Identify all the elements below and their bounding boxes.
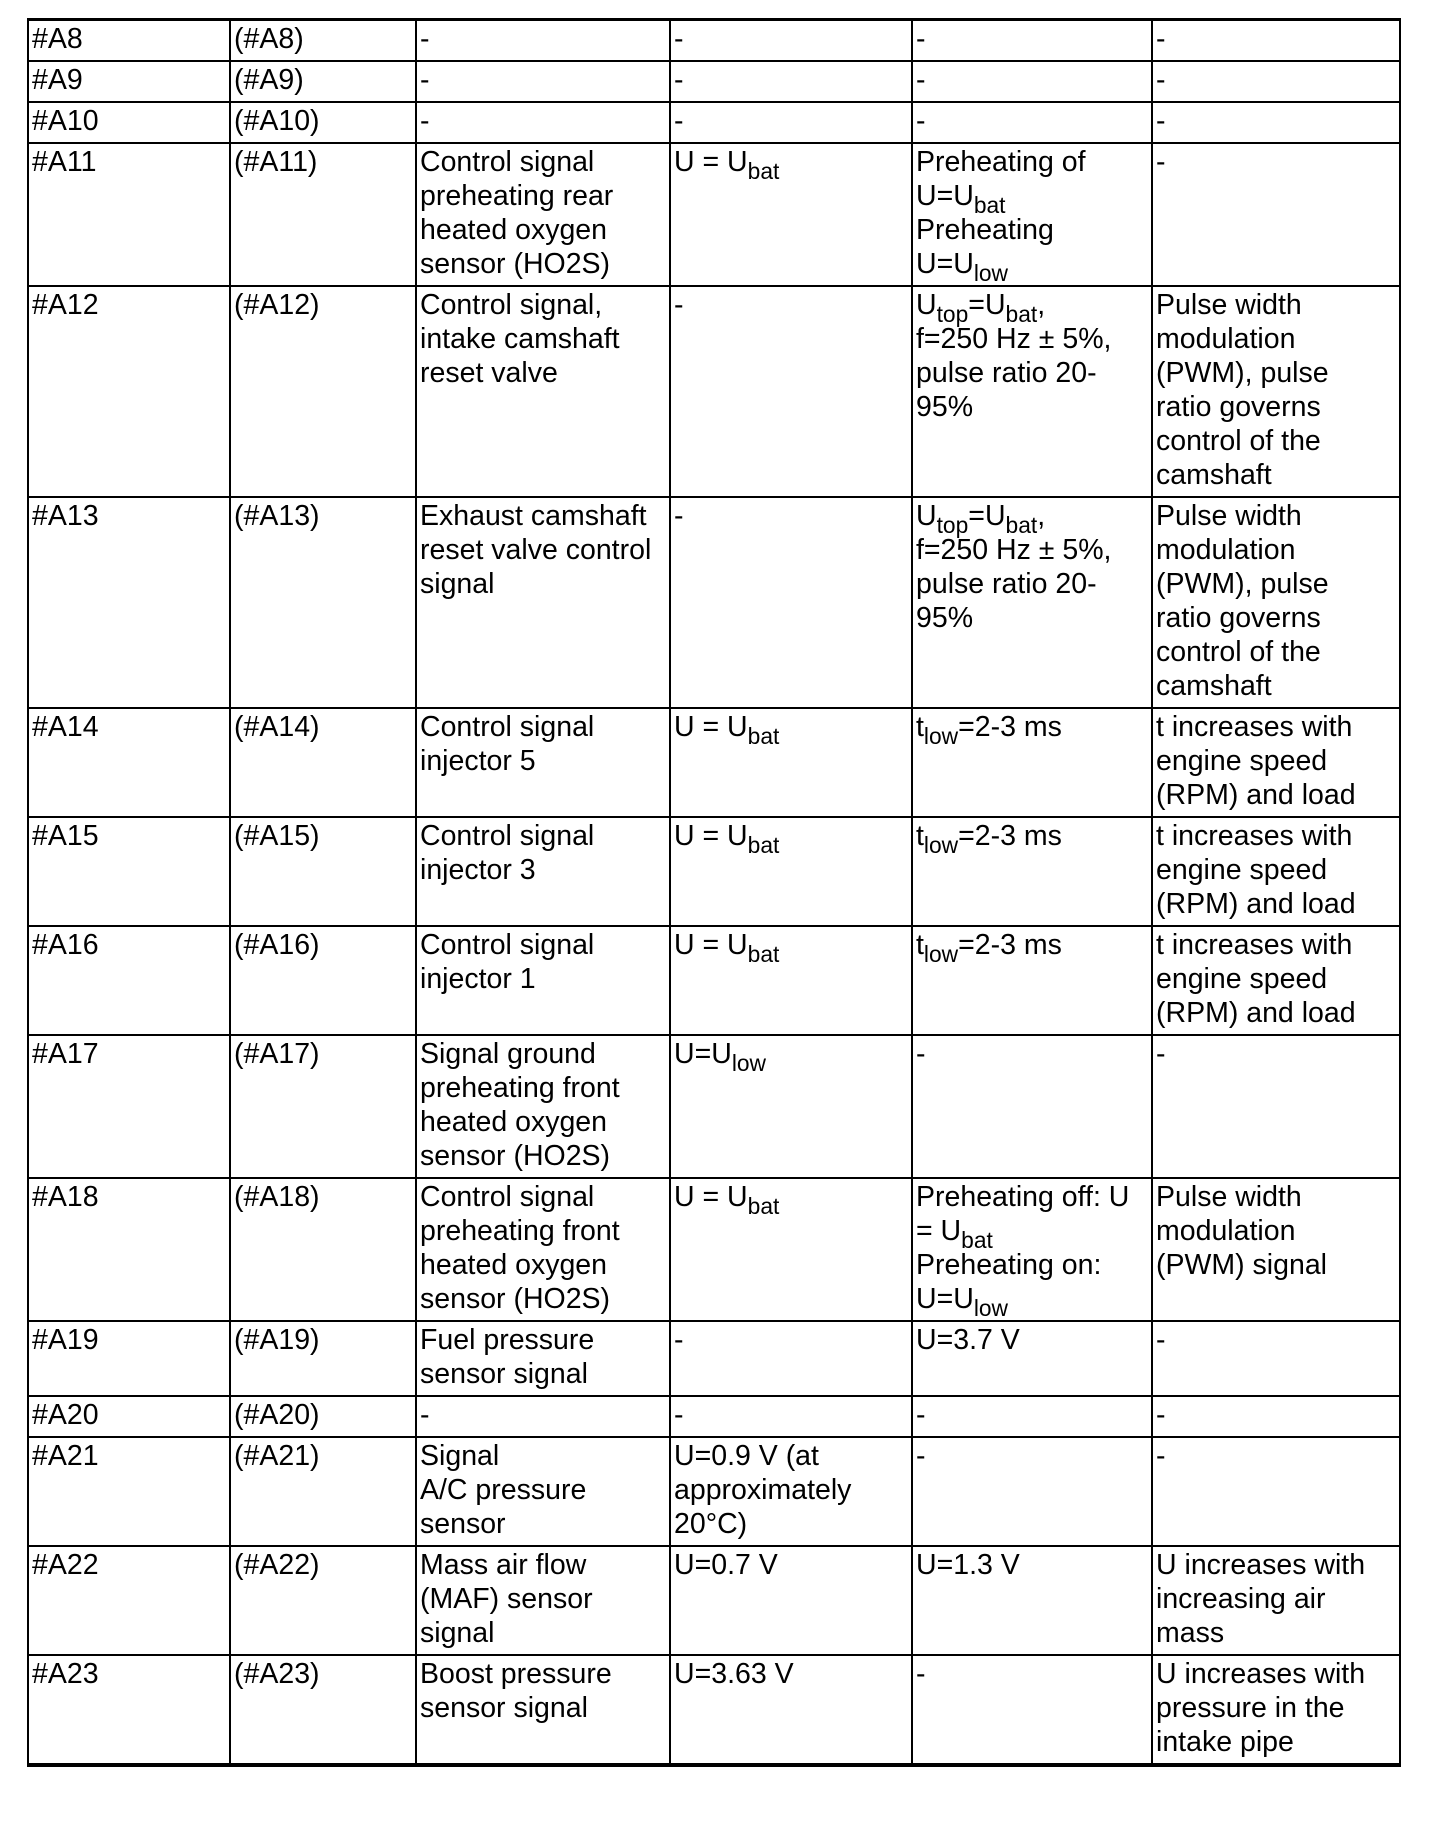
table-body: [28, 20, 1400, 1766]
cell-line: control of the: [1156, 636, 1321, 668]
table-row: [28, 708, 1400, 817]
cell-line: ratio governs: [1156, 391, 1321, 423]
remark-cell: [1152, 1437, 1400, 1546]
description-cell: [416, 817, 670, 926]
pin-ref-cell: (#A17): [230, 1035, 416, 1178]
cell-line: control of the: [1156, 425, 1321, 457]
table-row: [28, 1655, 1400, 1765]
cell-line: Signal ground: [420, 1038, 596, 1070]
pin-ref-cell: (#A11): [230, 143, 416, 286]
cell-line: Fuel pressure: [420, 1324, 595, 1356]
value-cell-1: [670, 61, 912, 102]
cell-line: $U = U_{bat}$: [674, 146, 780, 184]
table-row: [28, 1396, 1400, 1437]
pin-ref-cell: (#A10): [230, 102, 416, 143]
pin-cell: #A15: [28, 817, 230, 926]
cell-line: -: [420, 105, 430, 137]
cell-line: -: [1156, 23, 1166, 55]
cell-line: reset valve control: [420, 534, 652, 566]
cell-line: pulse ratio 20-: [916, 568, 1097, 600]
cell-line: Preheating on:: [916, 1249, 1102, 1281]
value-cell-2: [912, 926, 1152, 1035]
description-cell: [416, 20, 670, 62]
pin-ref-cell: (#A21): [230, 1437, 416, 1546]
cell-line: -: [916, 1038, 926, 1070]
value-cell-2: [912, 1396, 1152, 1437]
cell-line: -: [916, 105, 926, 137]
value-cell-2: [912, 61, 1152, 102]
cell-line: mass: [1156, 1617, 1225, 1649]
pin-cell: #A9: [28, 61, 230, 102]
description-cell: [416, 1035, 670, 1178]
cell-line: heated oxygen: [420, 1106, 607, 1138]
cell-line: heated oxygen: [420, 1249, 607, 1281]
cell-line: -: [674, 105, 684, 137]
cell-line: -: [674, 1399, 684, 1431]
pin-ref-cell: (#A13): [230, 497, 416, 708]
cell-line: $U = U_{bat}$: [674, 1181, 780, 1219]
pin-ref-cell: (#A16): [230, 926, 416, 1035]
cell-line: injector 5: [420, 745, 536, 777]
cell-line: -: [1156, 1324, 1166, 1356]
cell-line: sensor (HO2S): [420, 1140, 611, 1172]
pin-assignment-table: [27, 18, 1401, 1767]
description-cell: [416, 61, 670, 102]
cell-line: sensor: [420, 1508, 506, 1540]
cell-line: preheating rear: [420, 180, 614, 212]
cell-line: Control signal: [420, 820, 595, 852]
cell-line: -: [1156, 1038, 1166, 1070]
description-cell: [416, 1321, 670, 1396]
value-cell-2: [912, 817, 1152, 926]
cell-line: 95%: [916, 602, 974, 634]
value-cell-1: [670, 143, 912, 286]
cell-line: intake camshaft: [420, 323, 620, 355]
cell-line: preheating front: [420, 1215, 620, 1247]
cell-line: -: [916, 64, 926, 96]
pin-cell: #A22: [28, 1546, 230, 1655]
cell-line: Signal: [420, 1440, 500, 1472]
value-cell-2: [912, 143, 1152, 286]
cell-line: Preheating: [916, 214, 1054, 246]
cell-line: Control signal: [420, 711, 595, 743]
description-cell: [416, 102, 670, 143]
cell-line: $U=U_{low}$: [916, 248, 1009, 286]
cell-line: Preheating off: U: [916, 1181, 1130, 1213]
table-row: [28, 1178, 1400, 1321]
cell-line: sensor (HO2S): [420, 1283, 611, 1315]
table-row: [28, 1035, 1400, 1178]
value-cell-1: [670, 286, 912, 497]
cell-line: heated oxygen: [420, 214, 607, 246]
value-cell-1: [670, 1655, 912, 1765]
cell-line: $U=U_{low}$: [674, 1038, 767, 1076]
cell-line: Pulse width: [1156, 500, 1302, 532]
pin-ref-cell: (#A8): [230, 20, 416, 62]
cell-line: Exhaust camshaft: [420, 500, 647, 532]
cell-line: -: [674, 1324, 684, 1356]
cell-line: -: [1156, 1399, 1166, 1431]
pin-cell: #A16: [28, 926, 230, 1035]
value-cell-2: [912, 1437, 1152, 1546]
description-cell: [416, 497, 670, 708]
value-cell-2: [912, 1655, 1152, 1765]
table-row: [28, 497, 1400, 708]
cell-line: camshaft: [1156, 459, 1272, 491]
description-cell: [416, 286, 670, 497]
cell-line: reset valve: [420, 357, 558, 389]
cell-line: engine speed: [1156, 963, 1328, 995]
cell-line: A/C pressure: [420, 1474, 587, 1506]
value-cell-1: [670, 102, 912, 143]
pin-ref-cell: (#A12): [230, 286, 416, 497]
cell-line: U=3.7 V: [916, 1324, 1020, 1356]
table-row: [28, 817, 1400, 926]
remark-cell: [1152, 1321, 1400, 1396]
cell-line: Mass air flow: [420, 1549, 587, 1581]
cell-line: $U = U_{bat}$: [674, 929, 780, 967]
remark-cell: [1152, 1655, 1400, 1765]
pin-ref-cell: (#A23): [230, 1655, 416, 1765]
pin-cell: #A17: [28, 1035, 230, 1178]
cell-line: U increases with: [1156, 1658, 1366, 1690]
cell-line: pressure in the: [1156, 1692, 1345, 1724]
pin-ref-cell: (#A15): [230, 817, 416, 926]
table-row: [28, 1321, 1400, 1396]
cell-line: -: [674, 23, 684, 55]
cell-line: injector 1: [420, 963, 536, 995]
cell-line: Control signal: [420, 929, 595, 961]
cell-line: t increases with: [1156, 711, 1353, 743]
cell-line: -: [916, 1440, 926, 1472]
remark-cell: [1152, 102, 1400, 143]
cell-line: $t_{low}=2-3$ ms: [916, 711, 1062, 749]
remark-cell: [1152, 926, 1400, 1035]
cell-line: (RPM) and load: [1156, 779, 1356, 811]
description-cell: [416, 1437, 670, 1546]
cell-line: engine speed: [1156, 854, 1328, 886]
remark-cell: [1152, 61, 1400, 102]
remark-cell: [1152, 497, 1400, 708]
pin-cell: #A8: [28, 20, 230, 62]
cell-line: -: [420, 64, 430, 96]
remark-cell: [1152, 817, 1400, 926]
cell-line: pulse ratio 20-: [916, 357, 1097, 389]
cell-line: $U = U_{bat}$: [674, 711, 780, 749]
cell-line: -: [1156, 64, 1166, 96]
cell-line: -: [1156, 146, 1166, 178]
value-cell-2: [912, 102, 1152, 143]
cell-line: -: [916, 23, 926, 55]
cell-line: $t_{low}=2-3$ ms: [916, 820, 1062, 858]
cell-line: -: [916, 1399, 926, 1431]
cell-line: (PWM) signal: [1156, 1249, 1328, 1281]
cell-line: -: [916, 1658, 926, 1690]
cell-line: (MAF) sensor: [420, 1583, 593, 1615]
value-cell-1: [670, 817, 912, 926]
cell-line: $t_{low}=2-3$ ms: [916, 929, 1062, 967]
remark-cell: [1152, 1396, 1400, 1437]
cell-line: ratio governs: [1156, 602, 1321, 634]
cell-line: Boost pressure: [420, 1658, 612, 1690]
cell-line: -: [674, 500, 684, 532]
cell-line: -: [420, 23, 430, 55]
cell-line: signal: [420, 1617, 495, 1649]
cell-line: 95%: [916, 391, 974, 423]
cell-line: (PWM), pulse: [1156, 568, 1329, 600]
cell-line: -: [674, 64, 684, 96]
cell-line: -: [1156, 1440, 1166, 1472]
cell-line: Preheating of: [916, 146, 1086, 178]
value-cell-1: [670, 1178, 912, 1321]
value-cell-2: [912, 20, 1152, 62]
value-cell-1: [670, 20, 912, 62]
cell-line: Control signal: [420, 146, 595, 178]
pin-cell: #A10: [28, 102, 230, 143]
cell-line: Pulse width: [1156, 289, 1302, 321]
cell-line: modulation: [1156, 1215, 1296, 1247]
value-cell-2: [912, 1178, 1152, 1321]
cell-line: U=0.9 V (at: [674, 1440, 819, 1472]
pin-ref-cell: (#A22): [230, 1546, 416, 1655]
description-cell: [416, 143, 670, 286]
cell-line: sensor signal: [420, 1358, 588, 1390]
value-cell-2: [912, 286, 1152, 497]
cell-line: 20°C): [674, 1508, 748, 1540]
pin-cell: #A11: [28, 143, 230, 286]
cell-line: -: [1156, 105, 1166, 137]
cell-line: (PWM), pulse: [1156, 357, 1329, 389]
cell-line: Pulse width: [1156, 1181, 1302, 1213]
cell-line: t increases with: [1156, 820, 1353, 852]
value-cell-2: [912, 1035, 1152, 1178]
cell-line: t increases with: [1156, 929, 1353, 961]
value-cell-2: [912, 1546, 1152, 1655]
remark-cell: [1152, 143, 1400, 286]
description-cell: [416, 1178, 670, 1321]
description-cell: [416, 1546, 670, 1655]
pin-ref-cell: (#A19): [230, 1321, 416, 1396]
value-cell-1: [670, 1321, 912, 1396]
table-row: [28, 61, 1400, 102]
table-row: [28, 20, 1400, 62]
remark-cell: [1152, 1178, 1400, 1321]
cell-line: increasing air: [1156, 1583, 1326, 1615]
description-cell: [416, 1396, 670, 1437]
cell-line: $U=U_{bat}$: [916, 180, 1006, 218]
pin-cell: #A12: [28, 286, 230, 497]
cell-line: Control signal: [420, 1181, 595, 1213]
value-cell-1: [670, 926, 912, 1035]
cell-line: $U_{top}=U_{bat}$,: [916, 500, 1046, 538]
cell-line: Control signal,: [420, 289, 603, 321]
cell-line: preheating front: [420, 1072, 620, 1104]
remark-cell: [1152, 286, 1400, 497]
description-cell: [416, 926, 670, 1035]
pin-cell: #A23: [28, 1655, 230, 1765]
remark-cell: [1152, 20, 1400, 62]
value-cell-2: [912, 497, 1152, 708]
pin-ref-cell: (#A20): [230, 1396, 416, 1437]
table-row: [28, 926, 1400, 1035]
table-row: [28, 143, 1400, 286]
table-row: [28, 1437, 1400, 1546]
cell-line: U=0.7 V: [674, 1549, 778, 1581]
pin-ref-cell: (#A9): [230, 61, 416, 102]
value-cell-1: [670, 1546, 912, 1655]
cell-line: modulation: [1156, 323, 1296, 355]
remark-cell: [1152, 708, 1400, 817]
pin-cell: #A19: [28, 1321, 230, 1396]
remark-cell: [1152, 1035, 1400, 1178]
value-cell-1: [670, 1437, 912, 1546]
pin-cell: #A14: [28, 708, 230, 817]
cell-line: approximately: [674, 1474, 852, 1506]
value-cell-2: [912, 708, 1152, 817]
description-cell: [416, 708, 670, 817]
value-cell-1: [670, 1035, 912, 1178]
value-cell-1: [670, 1396, 912, 1437]
remark-cell: [1152, 1546, 1400, 1655]
table-row: [28, 102, 1400, 143]
cell-line: intake pipe: [1156, 1726, 1294, 1758]
cell-line: -: [420, 1399, 430, 1431]
pin-cell: #A18: [28, 1178, 230, 1321]
table-row: [28, 286, 1400, 497]
cell-line: (RPM) and load: [1156, 888, 1356, 920]
cell-line: engine speed: [1156, 745, 1328, 777]
cell-line: $U = U_{bat}$: [674, 820, 780, 858]
pin-cell: #A13: [28, 497, 230, 708]
value-cell-1: [670, 708, 912, 817]
pin-cell: #A21: [28, 1437, 230, 1546]
cell-line: U=3.63 V: [674, 1658, 794, 1690]
cell-line: U=1.3 V: [916, 1549, 1020, 1581]
value-cell-2: [912, 1321, 1152, 1396]
cell-line: f=250 Hz ± 5%,: [916, 534, 1112, 566]
cell-line: $U=U_{low}$: [916, 1283, 1009, 1321]
cell-line: sensor (HO2S): [420, 248, 611, 280]
pin-ref-cell: (#A18): [230, 1178, 416, 1321]
table-row: [28, 1546, 1400, 1655]
cell-line: f=250 Hz ± 5%,: [916, 323, 1112, 355]
cell-line: = $U_{bat}$: [916, 1215, 993, 1253]
cell-line: modulation: [1156, 534, 1296, 566]
cell-line: signal: [420, 568, 495, 600]
description-cell: [416, 1655, 670, 1765]
cell-line: $U_{top}=U_{bat}$,: [916, 289, 1046, 327]
cell-line: U increases with: [1156, 1549, 1366, 1581]
value-cell-1: [670, 497, 912, 708]
cell-line: injector 3: [420, 854, 536, 886]
cell-line: camshaft: [1156, 670, 1272, 702]
cell-line: (RPM) and load: [1156, 997, 1356, 1029]
cell-line: -: [674, 289, 684, 321]
cell-line: sensor signal: [420, 1692, 588, 1724]
pin-cell: #A20: [28, 1396, 230, 1437]
pin-ref-cell: (#A14): [230, 708, 416, 817]
